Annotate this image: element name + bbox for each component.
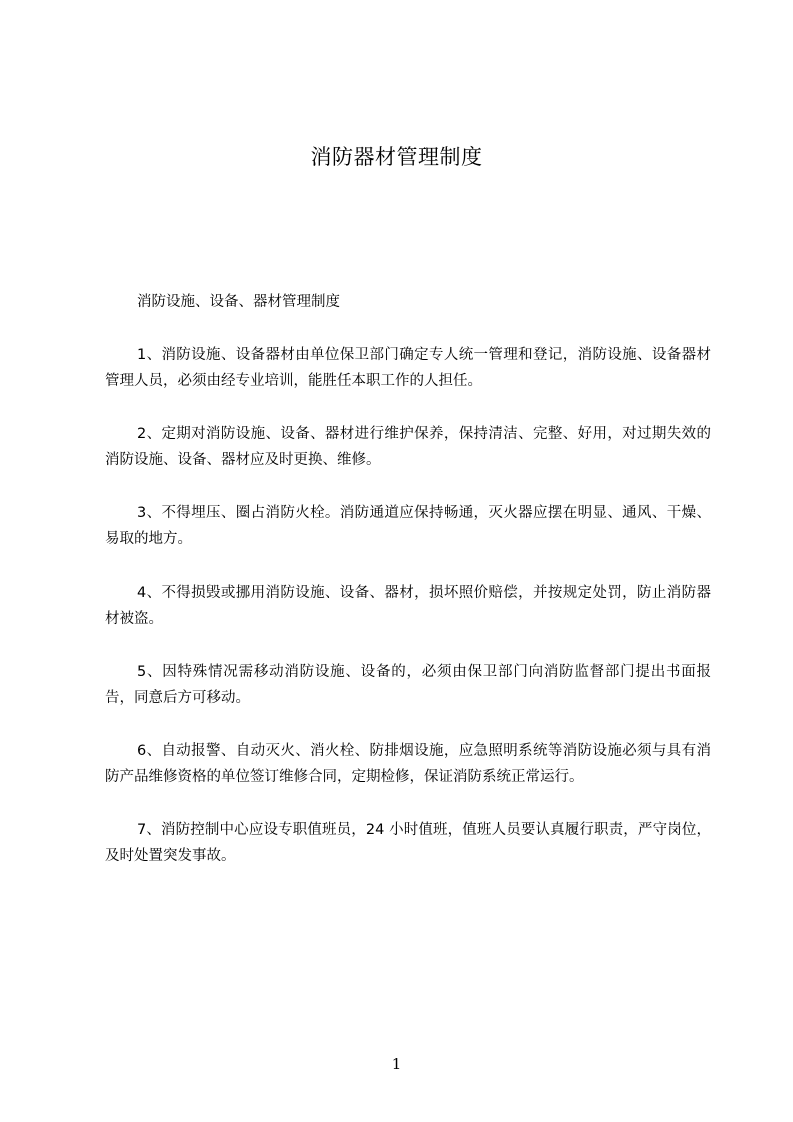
paragraph-7: 7、消防控制中心应设专职值班员，24 小时值班，值班人员要认真履行职责，严守岗位，及时处置突发事故。 <box>105 822 711 864</box>
paragraph-1: 1、消防设施、设备器材由单位保卫部门确定专人统一管理和登记，消防设施、设备器材管理人员，必须由经专业培训，能胜任本职工作的人担任。 <box>105 347 711 389</box>
paragraph-3: 3、不得埋压、圈占消防火栓。消防通道应保持畅通，灭火器应摆在明显、通风、干燥、易取的地方。 <box>105 505 711 547</box>
paragraph-5: 5、因特殊情况需移动消防设施、设备的，必须由保卫部门向消防监督部门提出书面报告，同意后方可移动。 <box>105 664 711 706</box>
paragraph-6: 6、自动报警、自动灭火、消火栓、防排烟设施，应急照明系统等消防设施必须与具有消防产品维修资格的单位签订维修合同，定期检修，保证消防系统正常运行。 <box>105 743 711 785</box>
page-number: 1 <box>391 1055 402 1073</box>
document-title: 消防器材管理制度 <box>310 145 483 169</box>
paragraph-2: 2、定期对消防设施、设备、器材进行维护保养，保持清洁、完整、好用，对过期失效的消防设施、设备、器材应及时更换、维修。 <box>105 426 711 468</box>
section-heading: 消防设施、设备、器材管理制度 <box>137 294 340 310</box>
paragraph-4: 4、不得损毁或挪用消防设施、设备、器材，损坏照价赔偿，并按规定处罚，防止消防器材被盗。 <box>105 585 711 627</box>
